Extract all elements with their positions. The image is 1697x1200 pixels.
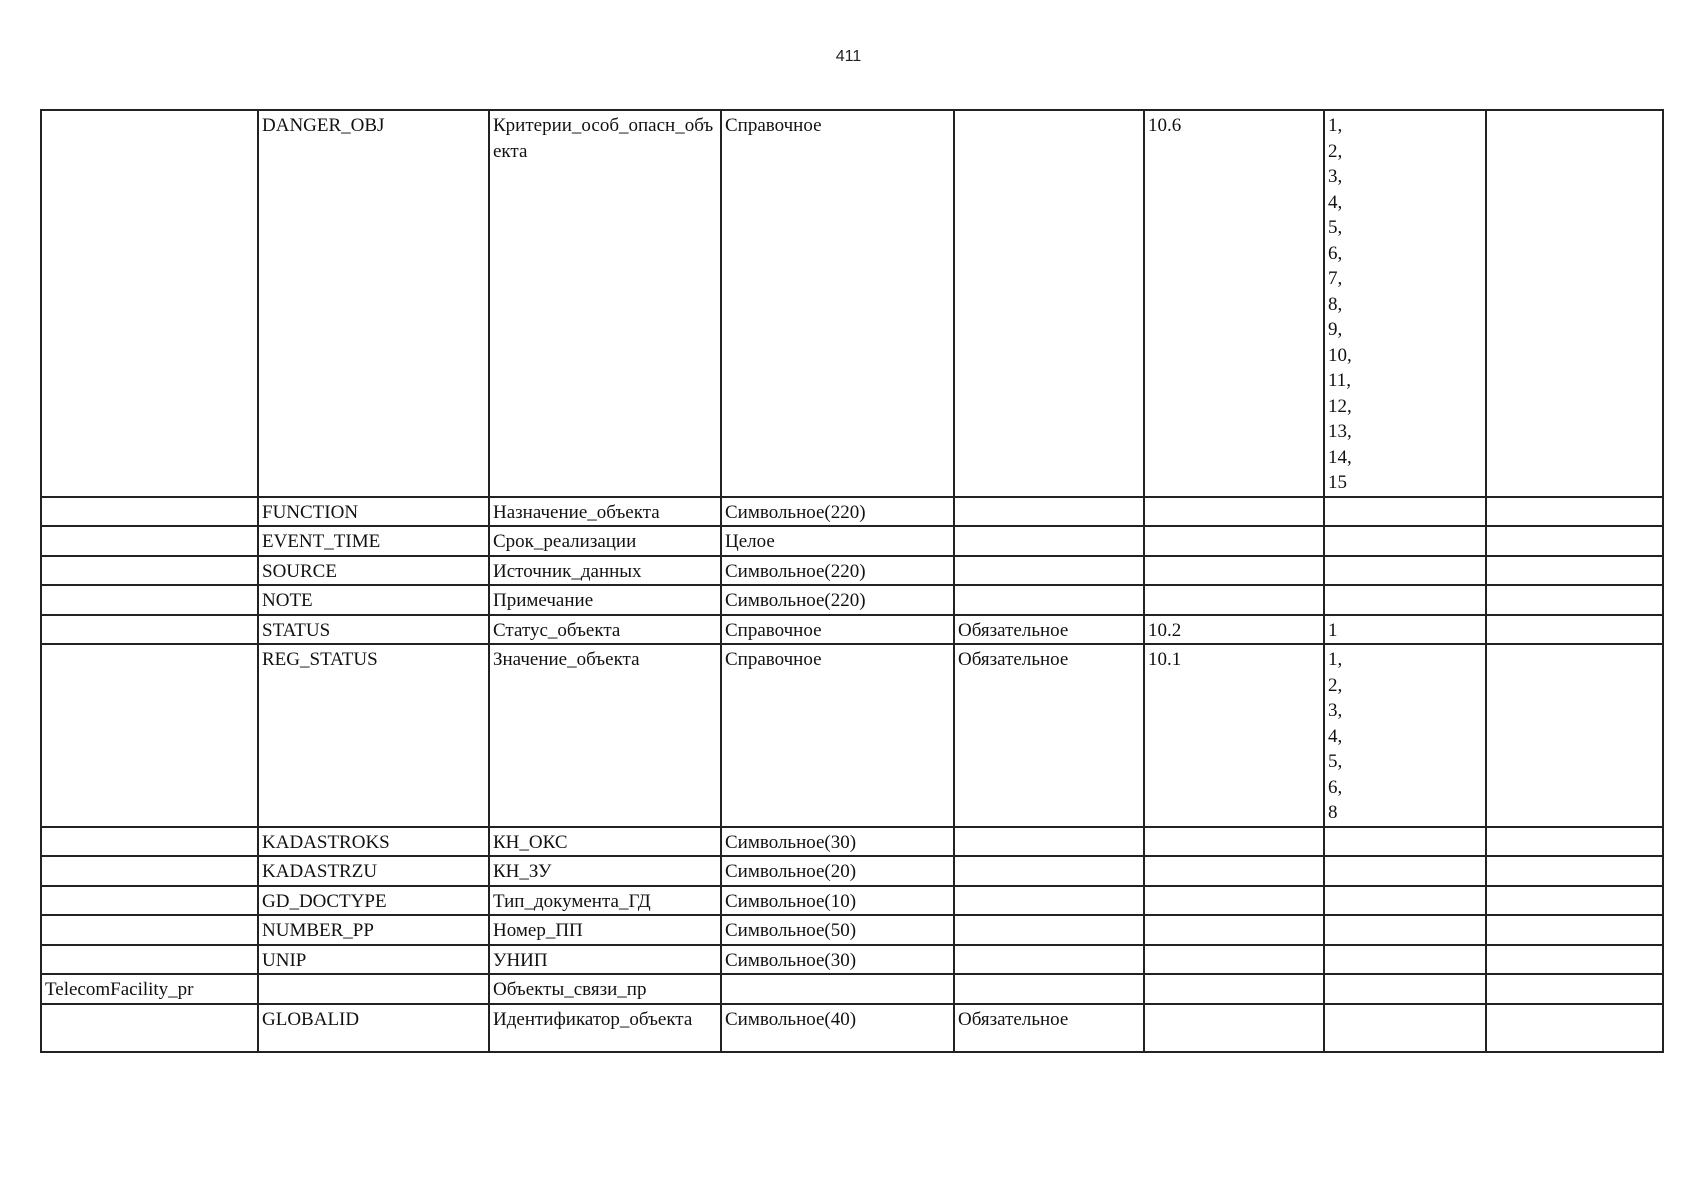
field-alias-cell (489, 556, 721, 586)
attribute-table (40, 109, 1664, 1053)
note-cell (1486, 886, 1663, 916)
field-type-cell (721, 915, 954, 945)
table-row (41, 1004, 1663, 1052)
note-cell (1486, 497, 1663, 527)
field-type-cell (721, 585, 954, 615)
field-alias-cell (489, 886, 721, 916)
field-type-cell (721, 644, 954, 827)
values-cell (1324, 1004, 1486, 1052)
field-alias-cell (489, 585, 721, 615)
values-cell (1324, 827, 1486, 857)
reference-cell (1144, 886, 1324, 916)
field-name-cell (258, 827, 489, 857)
field-type-text: Символьное(30) (725, 831, 857, 853)
field-type-cell (721, 827, 954, 857)
required-text: Обязательное (958, 649, 1069, 670)
field-type-text: Символьное(50) (725, 920, 857, 941)
note-cell (1486, 1004, 1663, 1052)
field-alias-text: УНИП (493, 949, 548, 971)
table-row (41, 556, 1663, 586)
layer-cell (41, 526, 258, 556)
values-cell (1324, 497, 1486, 527)
values-text: 1, 2, 3, 4, 5, 6, 8 (1328, 649, 1343, 823)
required-cell (954, 827, 1144, 857)
field-type-text: Символьное(40) (725, 1008, 857, 1030)
field-alias-text: Критерии_особ_опасн_объекта (493, 115, 714, 162)
layer-cell (41, 827, 258, 857)
layer-cell (41, 915, 258, 945)
field-type-cell (721, 556, 954, 586)
required-cell (954, 945, 1144, 975)
field-name-text: REG_STATUS (262, 649, 378, 670)
field-type-text: Целое (725, 531, 775, 552)
layer-cell (41, 497, 258, 527)
values-cell (1324, 110, 1486, 497)
field-name-text: KADASTROKS (262, 831, 390, 853)
required-cell (954, 886, 1144, 916)
note-cell (1486, 615, 1663, 645)
note-cell (1486, 827, 1663, 857)
field-name-text: EVENT_TIME (262, 531, 381, 552)
field-alias-text: Статус_объекта (493, 619, 621, 641)
note-cell (1486, 585, 1663, 615)
field-name-cell (258, 497, 489, 527)
reference-cell (1144, 915, 1324, 945)
required-cell (954, 644, 1144, 827)
reference-text: 10.1 (1148, 649, 1182, 670)
required-cell (954, 615, 1144, 645)
field-alias-text: Номер_ПП (493, 920, 583, 941)
values-cell (1324, 915, 1486, 945)
field-name-text: UNIP (262, 949, 307, 971)
field-type-text: Символьное(20) (725, 861, 857, 882)
note-cell (1486, 974, 1663, 1004)
field-type-text: Справочное (725, 649, 822, 670)
required-cell (954, 497, 1144, 527)
reference-cell (1144, 585, 1324, 615)
note-cell (1486, 556, 1663, 586)
field-alias-cell (489, 615, 721, 645)
values-cell (1324, 886, 1486, 916)
field-type-text: Справочное (725, 115, 822, 136)
reference-cell (1144, 497, 1324, 527)
table-row (41, 644, 1663, 827)
layer-cell (41, 945, 258, 975)
layer-cell (41, 886, 258, 916)
table-row (41, 526, 1663, 556)
reference-cell (1144, 110, 1324, 497)
field-alias-cell (489, 644, 721, 827)
field-name-cell (258, 945, 489, 975)
values-cell (1324, 644, 1486, 827)
field-alias-text: Срок_реализации (493, 531, 637, 552)
layer-cell (41, 1004, 258, 1052)
reference-cell (1144, 644, 1324, 827)
field-type-cell (721, 497, 954, 527)
field-type-cell (721, 856, 954, 886)
layer-cell (41, 615, 258, 645)
field-alias-text: Значение_объекта (493, 649, 640, 670)
field-type-text: Символьное(30) (725, 949, 857, 971)
required-cell (954, 556, 1144, 586)
field-type-text: Справочное (725, 619, 822, 641)
required-cell (954, 526, 1144, 556)
required-cell (954, 915, 1144, 945)
field-name-cell (258, 644, 489, 827)
field-name-text: GLOBALID (262, 1008, 360, 1030)
field-alias-cell (489, 945, 721, 975)
layer-cell (41, 110, 258, 497)
field-alias-text: Объекты_связи_пр (493, 979, 647, 1000)
field-alias-cell (489, 1004, 721, 1052)
field-type-text: Символьное(220) (725, 501, 866, 523)
values-cell (1324, 974, 1486, 1004)
field-type-cell (721, 1004, 954, 1052)
layer-cell (41, 856, 258, 886)
field-alias-cell (489, 526, 721, 556)
values-cell (1324, 615, 1486, 645)
required-cell (954, 585, 1144, 615)
field-alias-cell (489, 915, 721, 945)
table-row (41, 110, 1663, 497)
field-alias-text: Назначение_объекта (493, 501, 660, 523)
reference-cell (1144, 1004, 1324, 1052)
field-type-text: Символьное(220) (725, 590, 866, 611)
field-type-cell (721, 886, 954, 916)
field-type-cell (721, 526, 954, 556)
table-row (41, 886, 1663, 916)
field-type-cell (721, 615, 954, 645)
field-alias-text: Источник_данных (493, 560, 642, 582)
values-cell (1324, 856, 1486, 886)
field-alias-cell (489, 497, 721, 527)
required-text: Обязательное (958, 1008, 1069, 1030)
field-name-text: FUNCTION (262, 501, 359, 523)
note-cell (1486, 945, 1663, 975)
values-cell (1324, 556, 1486, 586)
field-type-text: Символьное(220) (725, 560, 866, 582)
required-cell (954, 110, 1144, 497)
field-alias-text: Тип_документа_ГД (493, 890, 651, 912)
reference-cell (1144, 827, 1324, 857)
layer-text: TelecomFacility_pr (45, 979, 194, 1000)
values-cell (1324, 526, 1486, 556)
table-row (41, 615, 1663, 645)
field-alias-cell (489, 110, 721, 497)
field-type-text: Символьное(10) (725, 890, 857, 912)
field-name-cell (258, 1004, 489, 1052)
note-cell (1486, 915, 1663, 945)
field-type-cell (721, 110, 954, 497)
note-cell (1486, 110, 1663, 497)
required-cell (954, 1004, 1144, 1052)
field-name-cell (258, 615, 489, 645)
field-alias-text: Примечание (493, 590, 594, 611)
required-text: Обязательное (958, 619, 1069, 641)
field-name-cell (258, 886, 489, 916)
field-name-cell (258, 556, 489, 586)
table-row (41, 585, 1663, 615)
field-alias-text: КН_ЗУ (493, 861, 552, 882)
field-name-text: NOTE (262, 590, 313, 611)
required-cell (954, 856, 1144, 886)
reference-cell (1144, 615, 1324, 645)
field-name-text: GD_DOCTYPE (262, 890, 387, 912)
field-name-cell (258, 110, 489, 497)
values-text: 1 (1328, 619, 1338, 641)
field-type-cell (721, 974, 954, 1004)
field-name-cell (258, 915, 489, 945)
layer-cell (41, 974, 258, 1004)
table-row (41, 497, 1663, 527)
required-cell (954, 974, 1144, 1004)
reference-cell (1144, 945, 1324, 975)
field-name-cell (258, 585, 489, 615)
field-type-cell (721, 945, 954, 975)
reference-text: 10.2 (1148, 619, 1182, 641)
values-cell (1324, 585, 1486, 615)
field-name-text: DANGER_OBJ (262, 115, 385, 136)
reference-cell (1144, 974, 1324, 1004)
field-name-text: STATUS (262, 619, 331, 641)
values-text: 1, 2, 3, 4, 5, 6, 7, 8, 9, 10, 11, 12, 13, 14, 15 (1328, 115, 1352, 493)
reference-text: 10.6 (1148, 115, 1182, 136)
table-row (41, 974, 1663, 1004)
field-alias-text: Идентификатор_объекта (493, 1008, 693, 1030)
field-name-text: SOURCE (262, 560, 337, 582)
note-cell (1486, 644, 1663, 827)
values-cell (1324, 945, 1486, 975)
table-row (41, 915, 1663, 945)
field-alias-cell (489, 856, 721, 886)
note-cell (1486, 526, 1663, 556)
field-name-cell (258, 856, 489, 886)
layer-cell (41, 585, 258, 615)
field-alias-text: КН_ОКС (493, 831, 568, 853)
layer-cell (41, 644, 258, 827)
field-name-cell (258, 526, 489, 556)
reference-cell (1144, 526, 1324, 556)
field-name-cell (258, 974, 489, 1004)
field-alias-cell (489, 827, 721, 857)
table-row (41, 945, 1663, 975)
field-name-text: NUMBER_PP (262, 920, 374, 941)
note-cell (1486, 856, 1663, 886)
reference-cell (1144, 856, 1324, 886)
page-number: 411 (835, 48, 862, 65)
field-alias-cell (489, 974, 721, 1004)
reference-cell (1144, 556, 1324, 586)
table-row (41, 827, 1663, 857)
field-name-text: KADASTRZU (262, 861, 378, 882)
layer-cell (41, 556, 258, 586)
table-row (41, 856, 1663, 886)
